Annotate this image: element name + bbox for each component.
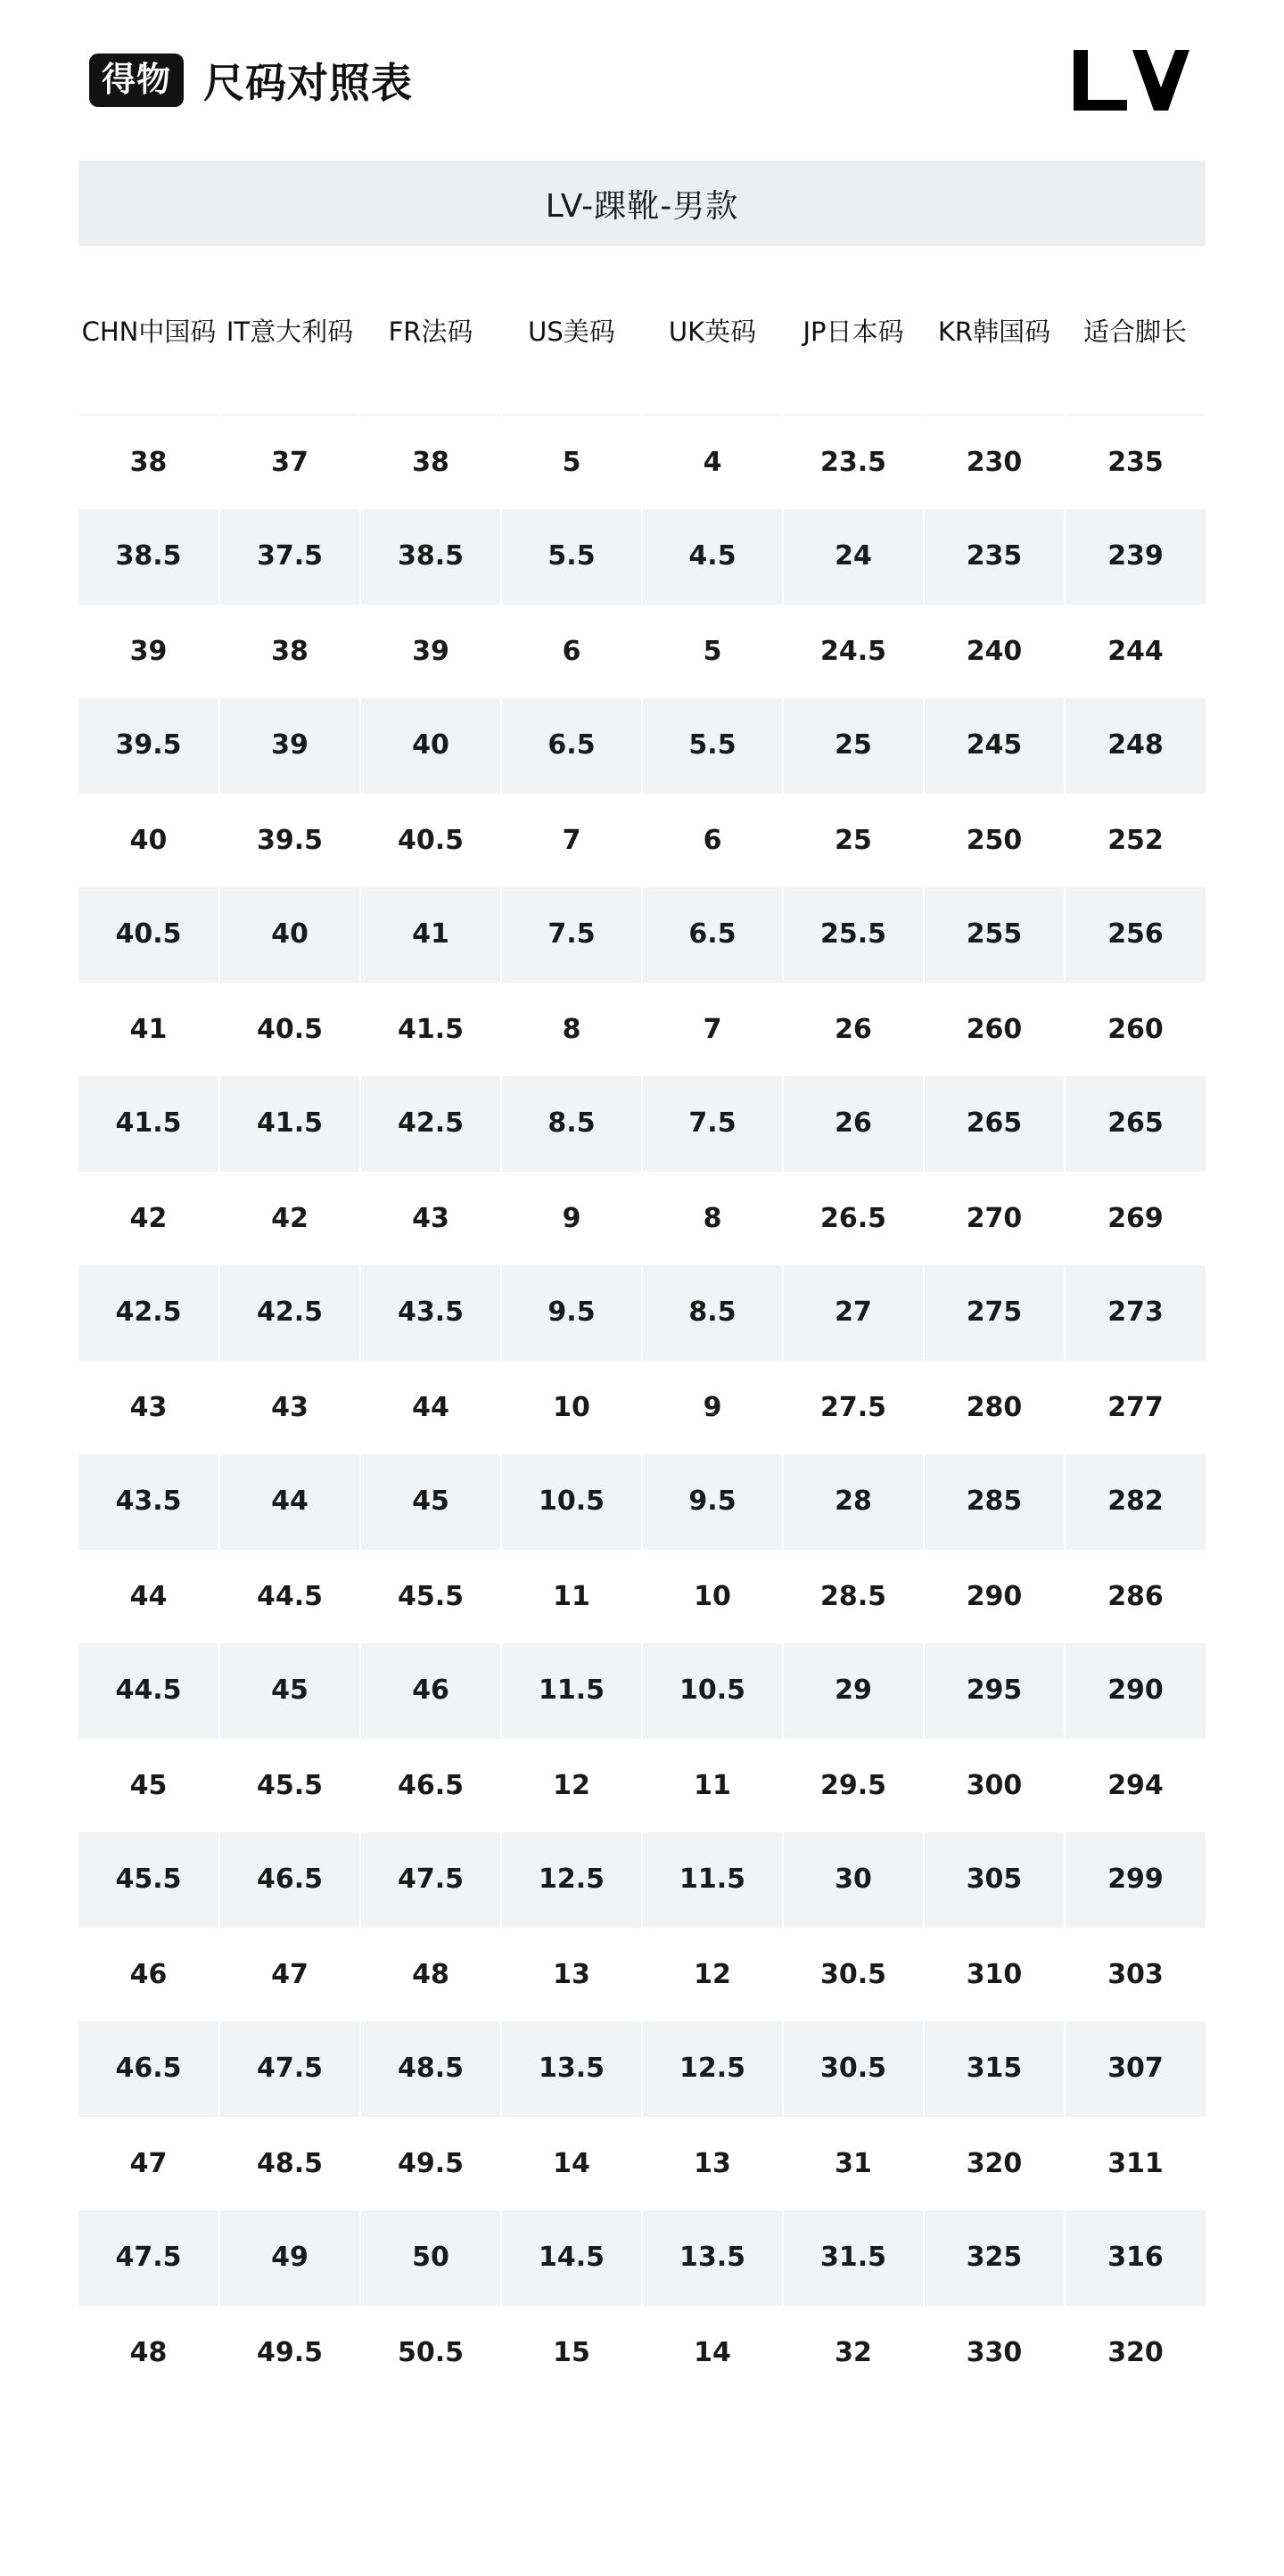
table-cell: 47 — [219, 1927, 360, 2021]
table-cell: 325 — [924, 2210, 1065, 2305]
brand-badge: 得物 — [89, 53, 184, 107]
table-cell: 24.5 — [783, 604, 924, 698]
table-cell: 39 — [78, 604, 219, 698]
table-cell: 39.5 — [78, 698, 219, 793]
table-cell: 38 — [360, 415, 501, 509]
table-row — [78, 1265, 1206, 1360]
table-cell: 42.5 — [219, 1265, 360, 1360]
table-cell: 7 — [642, 982, 783, 1076]
column-header-jp: JP日本码 — [783, 250, 924, 415]
table-cell: 43 — [78, 1360, 219, 1454]
column-header-uk: UK英码 — [642, 250, 783, 415]
table-cell: 290 — [924, 1549, 1065, 1643]
table-cell: 14 — [642, 2305, 783, 2399]
table-cell: 248 — [1065, 698, 1206, 793]
table-cell: 41.5 — [78, 1076, 219, 1171]
table-cell: 42 — [78, 1171, 219, 1265]
table-cell: 230 — [924, 415, 1065, 509]
table-row — [78, 1549, 1206, 1643]
column-header-kr: KR韩国码 — [924, 250, 1065, 415]
column-header-chn: CHN中国码 — [78, 250, 219, 415]
table-cell: 280 — [924, 1360, 1065, 1454]
table-cell: 260 — [1065, 982, 1206, 1076]
table-cell: 23.5 — [783, 415, 924, 509]
table-cell: 265 — [1065, 1076, 1206, 1171]
table-cell: 300 — [924, 1738, 1065, 1832]
table-cell: 252 — [1065, 793, 1206, 887]
table-cell: 45.5 — [360, 1549, 501, 1643]
table-row — [78, 1171, 1206, 1265]
table-cell: 26 — [783, 1076, 924, 1171]
table-row — [78, 2116, 1206, 2210]
table-cell: 44.5 — [78, 1643, 219, 1738]
table-cell: 7 — [501, 793, 642, 887]
table-cell: 265 — [924, 1076, 1065, 1171]
table-row — [78, 415, 1206, 509]
table-cell: 30 — [783, 1832, 924, 1927]
table-cell: 29.5 — [783, 1738, 924, 1832]
table-cell: 8.5 — [501, 1076, 642, 1171]
table-cell: 305 — [924, 1832, 1065, 1927]
table-cell: 269 — [1065, 1171, 1206, 1265]
table-cell: 270 — [924, 1171, 1065, 1265]
table-cell: 41.5 — [360, 982, 501, 1076]
table-cell: 8.5 — [642, 1265, 783, 1360]
table-cell: 50.5 — [360, 2305, 501, 2399]
table-cell: 310 — [924, 1927, 1065, 2021]
table-cell: 30.5 — [783, 2021, 924, 2116]
table-cell: 245 — [924, 698, 1065, 793]
table-cell: 330 — [924, 2305, 1065, 2399]
table-header-row — [78, 250, 1206, 415]
table-cell: 25 — [783, 698, 924, 793]
table-cell: 9.5 — [501, 1265, 642, 1360]
table-cell: 42.5 — [360, 1076, 501, 1171]
table-cell: 45 — [360, 1454, 501, 1549]
table-cell: 13.5 — [501, 2021, 642, 2116]
table-cell: 28.5 — [783, 1549, 924, 1643]
table-row — [78, 2210, 1206, 2305]
table-cell: 39 — [219, 698, 360, 793]
table-cell: 10.5 — [501, 1454, 642, 1549]
table-cell: 277 — [1065, 1360, 1206, 1454]
table-cell: 42.5 — [78, 1265, 219, 1360]
table-cell: 40 — [78, 793, 219, 887]
lv-logo-icon — [1061, 37, 1195, 123]
table-cell: 9 — [501, 1171, 642, 1265]
table-row — [78, 1454, 1206, 1549]
table-cell: 47.5 — [360, 1832, 501, 1927]
table-body — [78, 415, 1206, 2399]
table-cell: 12.5 — [501, 1832, 642, 1927]
table-cell: 47.5 — [78, 2210, 219, 2305]
table-cell: 6 — [642, 793, 783, 887]
table-cell: 49.5 — [219, 2305, 360, 2399]
table-cell: 25.5 — [783, 887, 924, 982]
table-row — [78, 1076, 1206, 1171]
table-row — [78, 793, 1206, 887]
table-cell: 273 — [1065, 1265, 1206, 1360]
table-cell: 8 — [642, 1171, 783, 1265]
column-header-fr: FR法码 — [360, 250, 501, 415]
table-cell: 45.5 — [219, 1738, 360, 1832]
table-cell: 29 — [783, 1643, 924, 1738]
table-cell: 10 — [642, 1549, 783, 1643]
table-cell: 44 — [219, 1454, 360, 1549]
table-row — [78, 1832, 1206, 1927]
table-cell: 43.5 — [78, 1454, 219, 1549]
table-row — [78, 982, 1206, 1076]
table-cell: 7.5 — [501, 887, 642, 982]
header-left-group — [89, 51, 413, 110]
page-title: 尺码对照表 — [203, 59, 414, 107]
table-cell: 275 — [924, 1265, 1065, 1360]
table-cell: 39.5 — [219, 793, 360, 887]
column-header-foot-length: 适合脚长 — [1065, 250, 1206, 415]
table-cell: 30.5 — [783, 1927, 924, 2021]
table-cell: 28 — [783, 1454, 924, 1549]
product-title: LV-踝靴-男款 — [545, 187, 739, 225]
table-cell: 5 — [642, 604, 783, 698]
table-cell: 311 — [1065, 2116, 1206, 2210]
table-cell: 31.5 — [783, 2210, 924, 2305]
size-table-container — [78, 246, 1206, 2399]
table-cell: 8 — [501, 982, 642, 1076]
table-cell: 6.5 — [642, 887, 783, 982]
table-cell: 307 — [1065, 2021, 1206, 2116]
table-cell: 294 — [1065, 1738, 1206, 1832]
table-head — [78, 250, 1206, 415]
table-cell: 46 — [78, 1927, 219, 2021]
table-cell: 38.5 — [78, 509, 219, 604]
table-cell: 31 — [783, 2116, 924, 2210]
table-row — [78, 887, 1206, 982]
table-cell: 43.5 — [360, 1265, 501, 1360]
table-cell: 38 — [219, 604, 360, 698]
table-cell: 37 — [219, 415, 360, 509]
table-cell: 10 — [501, 1360, 642, 1454]
table-cell: 235 — [1065, 415, 1206, 509]
table-cell: 14.5 — [501, 2210, 642, 2305]
table-cell: 45 — [219, 1643, 360, 1738]
table-cell: 256 — [1065, 887, 1206, 982]
table-row — [78, 1927, 1206, 2021]
table-cell: 47 — [78, 2116, 219, 2210]
table-row — [78, 698, 1206, 793]
table-cell: 47.5 — [219, 2021, 360, 2116]
table-cell: 299 — [1065, 1832, 1206, 1927]
table-cell: 286 — [1065, 1549, 1206, 1643]
table-cell: 285 — [924, 1454, 1065, 1549]
table-row — [78, 604, 1206, 698]
table-cell: 44 — [78, 1549, 219, 1643]
table-cell: 5.5 — [501, 509, 642, 604]
table-cell: 11 — [642, 1738, 783, 1832]
table-cell: 7.5 — [642, 1076, 783, 1171]
table-row — [78, 1738, 1206, 1832]
table-cell: 32 — [783, 2305, 924, 2399]
table-cell: 255 — [924, 887, 1065, 982]
table-cell: 12.5 — [642, 2021, 783, 2116]
table-cell: 50 — [360, 2210, 501, 2305]
table-cell: 41 — [360, 887, 501, 982]
table-cell: 295 — [924, 1643, 1065, 1738]
table-cell: 45 — [78, 1738, 219, 1832]
table-cell: 41.5 — [219, 1076, 360, 1171]
table-cell: 11 — [501, 1549, 642, 1643]
column-header-it: IT意大利码 — [219, 250, 360, 415]
table-cell: 315 — [924, 2021, 1065, 2116]
table-cell: 12 — [501, 1738, 642, 1832]
table-cell: 25 — [783, 793, 924, 887]
table-cell: 15 — [501, 2305, 642, 2399]
table-cell: 5.5 — [642, 698, 783, 793]
table-cell: 10.5 — [642, 1643, 783, 1738]
table-cell: 43 — [219, 1360, 360, 1454]
table-cell: 239 — [1065, 509, 1206, 604]
table-cell: 13 — [501, 1927, 642, 2021]
table-cell: 24 — [783, 509, 924, 604]
table-cell: 27 — [783, 1265, 924, 1360]
table-cell: 250 — [924, 793, 1065, 887]
table-cell: 37.5 — [219, 509, 360, 604]
table-cell: 41 — [78, 982, 219, 1076]
table-row — [78, 2305, 1206, 2399]
table-cell: 26.5 — [783, 1171, 924, 1265]
table-cell: 40.5 — [360, 793, 501, 887]
table-cell: 316 — [1065, 2210, 1206, 2305]
table-cell: 320 — [1065, 2305, 1206, 2399]
table-cell: 48.5 — [360, 2021, 501, 2116]
size-table — [78, 250, 1206, 2399]
table-row — [78, 1643, 1206, 1738]
table-cell: 44 — [360, 1360, 501, 1454]
table-cell: 40.5 — [219, 982, 360, 1076]
table-cell: 4.5 — [642, 509, 783, 604]
table-cell: 46.5 — [219, 1832, 360, 1927]
table-cell: 46.5 — [360, 1738, 501, 1832]
table-cell: 43 — [360, 1171, 501, 1265]
table-cell: 9 — [642, 1360, 783, 1454]
table-cell: 303 — [1065, 1927, 1206, 2021]
table-cell: 39 — [360, 604, 501, 698]
table-cell: 11.5 — [642, 1832, 783, 1927]
table-cell: 13.5 — [642, 2210, 783, 2305]
table-cell: 14 — [501, 2116, 642, 2210]
table-cell: 44.5 — [219, 1549, 360, 1643]
table-cell: 45.5 — [78, 1832, 219, 1927]
table-cell: 13 — [642, 2116, 783, 2210]
table-cell: 49.5 — [360, 2116, 501, 2210]
table-row — [78, 509, 1206, 604]
table-cell: 6.5 — [501, 698, 642, 793]
table-cell: 38.5 — [360, 509, 501, 604]
table-cell: 46.5 — [78, 2021, 219, 2116]
table-cell: 48 — [360, 1927, 501, 2021]
table-row — [78, 1360, 1206, 1454]
table-cell: 40 — [360, 698, 501, 793]
table-cell: 12 — [642, 1927, 783, 2021]
table-cell: 49 — [219, 2210, 360, 2305]
table-cell: 6 — [501, 604, 642, 698]
table-cell: 11.5 — [501, 1643, 642, 1738]
table-cell: 282 — [1065, 1454, 1206, 1549]
table-cell: 244 — [1065, 604, 1206, 698]
table-cell: 26 — [783, 982, 924, 1076]
table-cell: 46 — [360, 1643, 501, 1738]
table-row — [78, 2021, 1206, 2116]
table-cell: 27.5 — [783, 1360, 924, 1454]
table-cell: 320 — [924, 2116, 1065, 2210]
table-cell: 5 — [501, 415, 642, 509]
table-cell: 48.5 — [219, 2116, 360, 2210]
table-cell: 40.5 — [78, 887, 219, 982]
page-header — [0, 0, 1284, 150]
table-cell: 38 — [78, 415, 219, 509]
table-cell: 240 — [924, 604, 1065, 698]
table-cell: 48 — [78, 2305, 219, 2399]
table-cell: 290 — [1065, 1643, 1206, 1738]
table-cell: 9.5 — [642, 1454, 783, 1549]
table-cell: 4 — [642, 415, 783, 509]
product-title-band — [78, 160, 1206, 246]
table-cell: 235 — [924, 509, 1065, 604]
table-cell: 260 — [924, 982, 1065, 1076]
column-header-us: US美码 — [501, 250, 642, 415]
table-cell: 42 — [219, 1171, 360, 1265]
table-cell: 40 — [219, 887, 360, 982]
